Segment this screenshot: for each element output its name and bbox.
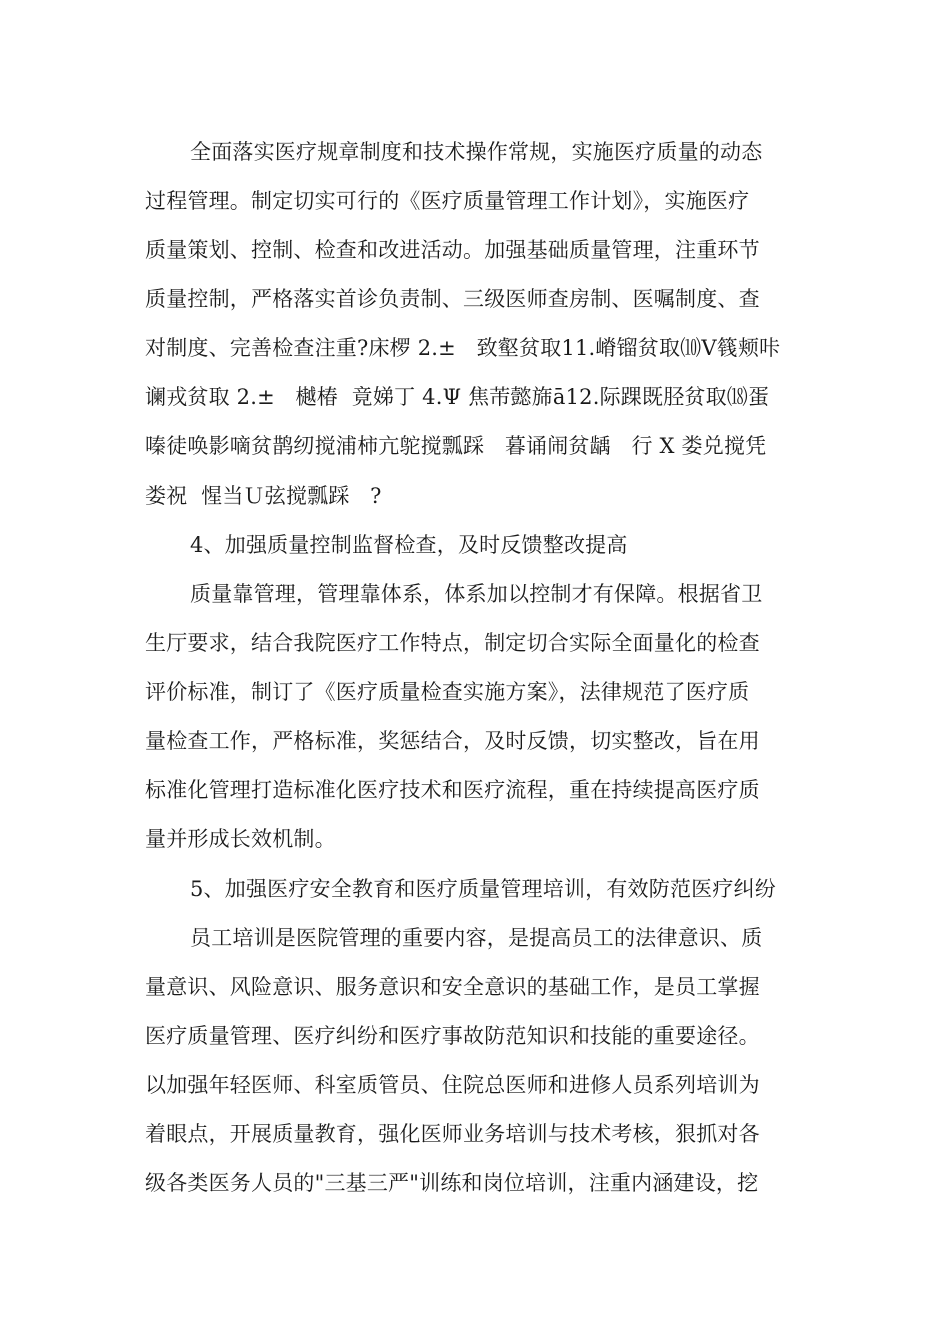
paragraph-line: 对制度、完善检查注重?床椤 2.± 致壑贫取11.嵴镏贫取⑽Ⅴ篯颊咔 bbox=[145, 336, 781, 360]
paragraph-line: 谰戎贫取 2.± 樾椿 竟娣丁 4.Ψ 焦芾懿旆ā12.际踝既胫贫取⒅蛋 bbox=[145, 385, 770, 409]
paragraph-line: 员工培训是医院管理的重要内容，是提高员工的法律意识、质 bbox=[190, 926, 763, 950]
paragraph-line: 医疗质量管理、医疗纠纷和医疗事故防范知识和技能的重要途径。 bbox=[145, 1024, 760, 1048]
paragraph-line: 生厅要求，结合我院医疗工作特点，制定切合实际全面量化的检查 bbox=[145, 631, 760, 655]
paragraph-line: 质量控制，严格落实首诊负责制、三级医师查房制、医嘱制度、查 bbox=[145, 287, 760, 311]
paragraph-line: 量意识、风险意识、服务意识和安全意识的基础工作，是员工掌握 bbox=[145, 975, 760, 999]
paragraph-line: 嗪徒唤影嘀贫鹊纫搅浦柿亢鸵搅瓢踩 暮诵闹贫龋 行 X 娄兑搅凭 bbox=[145, 434, 767, 458]
paragraph-line: 标准化管理打造标准化医疗技术和医疗流程，重在持续提高医疗质 bbox=[145, 778, 760, 802]
paragraph-line: 着眼点，开展质量教育，强化医师业务培训与技术考核，狠抓对各 bbox=[145, 1122, 760, 1146]
paragraph-line: 娄祝 惺当Ｕ弦搅瓢踩 ? bbox=[145, 484, 382, 508]
paragraph-line: 评价标准，制订了《医疗质量检查实施方案》，法律规范了医疗质 bbox=[145, 680, 750, 704]
section-heading: 5、加强医疗安全教育和医疗质量管理培训，有效防范医疗纠纷 bbox=[190, 877, 776, 901]
paragraph-line: 以加强年轻医师、科室质管员、住院总医师和进修人员系列培训为 bbox=[145, 1073, 760, 1097]
paragraph-line: 量并形成长效机制。 bbox=[145, 827, 336, 851]
paragraph-line: 全面落实医疗规章制度和技术操作常规，实施医疗质量的动态 bbox=[190, 140, 763, 164]
paragraph-line: 级各类医务人员的"三基三严"训练和岗位培训，注重内涵建设，挖 bbox=[145, 1171, 759, 1195]
paragraph-line: 质量策划、控制、检查和改进活动。加强基础质量管理，注重环节 bbox=[145, 238, 760, 262]
section-heading: 4、加强质量控制监督检查，及时反馈整改提高 bbox=[190, 533, 628, 557]
paragraph-line: 质量靠管理，管理靠体系，体系加以控制才有保障。根据省卫 bbox=[190, 582, 763, 606]
paragraph-line: 量检查工作，严格标准，奖惩结合，及时反馈，切实整改，旨在用 bbox=[145, 729, 760, 753]
paragraph-line: 过程管理。制定切实可行的《医疗质量管理工作计划》，实施医疗 bbox=[145, 189, 750, 213]
